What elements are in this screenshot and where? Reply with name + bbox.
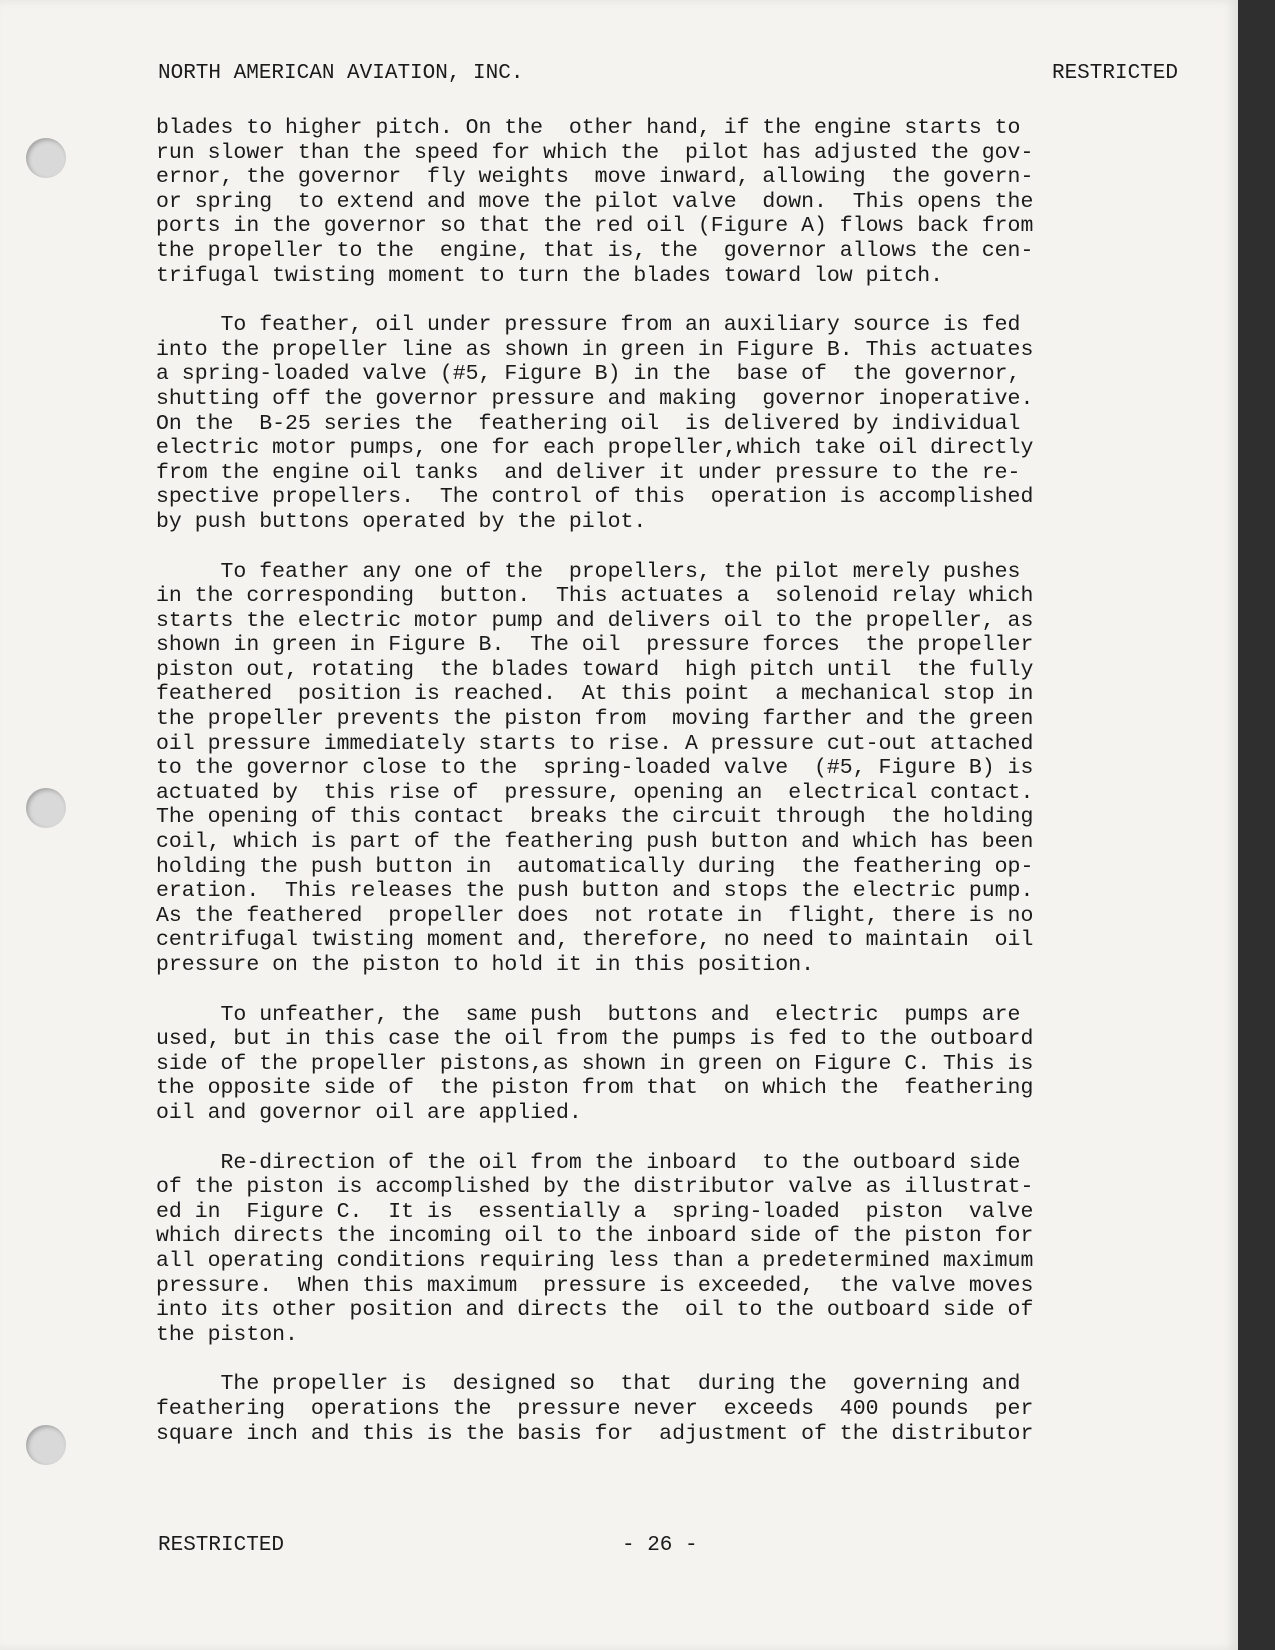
paragraph (156, 1372, 1178, 1446)
text-line: side of the propeller pistons,as shown in green on Figure C. This is (156, 1051, 1034, 1076)
text-line: trifugal twisting moment to turn the blades toward low pitch. (156, 263, 944, 288)
paragraph (156, 560, 1178, 978)
text-line: blades to higher pitch. On the other hand, if the engine starts to (156, 116, 1021, 140)
text-line: feathered position is reached. At this point a mechanical stop in (156, 682, 1034, 707)
text-line: shown in green in Figure B. The oil pressure forces the propeller (156, 633, 1034, 658)
page-header (158, 62, 1178, 85)
header-company: NORTH AMERICAN AVIATION, INC. (158, 62, 524, 85)
paragraph (156, 1003, 1178, 1126)
text-line: square inch and this is the basis for adjustment of the distributor (156, 1421, 1034, 1446)
text-line: starts the electric motor pump and delivers oil to the propeller, as (156, 608, 1034, 633)
page-footer (158, 1534, 1178, 1557)
page-number: - 26 - (622, 1534, 698, 1557)
text-line: or spring to extend and move the pilot valve down. This opens the (156, 189, 1034, 214)
text-line: To unfeather, the same push buttons and electric pumps are (156, 1002, 1021, 1027)
paragraph (156, 313, 1178, 534)
binder-hole-middle (26, 788, 66, 828)
text-line: holding the push button in automatically during the feathering op- (156, 854, 1034, 879)
text-line: the opposite side of the piston from that on which the feathering (156, 1076, 1034, 1101)
text-line: To feather, oil under pressure from an auxiliary source is fed (156, 313, 1021, 338)
text-line: The opening of this contact breaks the circuit through the holding (156, 805, 1034, 830)
binder-hole-bottom (26, 1425, 66, 1465)
paragraph-gap (156, 978, 1178, 1003)
text-line: pressure on the piston to hold it in this position. (156, 953, 815, 977)
paragraph (156, 116, 1178, 288)
text-line: the propeller prevents the piston from moving farther and the green (156, 707, 1034, 732)
paragraph-gap (156, 1126, 1178, 1151)
text-line: ports in the governor so that the red oil (Figure A) flows back from (156, 214, 1034, 239)
paragraph (156, 1151, 1178, 1348)
text-line: into the propeller line as shown in green in Figure B. This actuates (156, 337, 1034, 362)
text-line: which directs the incoming oil to the inboard side of the piston for (156, 1224, 1034, 1249)
text-line: the piston. (156, 1322, 298, 1347)
text-line: eration. This releases the push button and stops the electric pump. (156, 879, 1034, 904)
text-line: all operating conditions requiring less than a predetermined maximum (156, 1248, 1034, 1273)
text-line: On the B-25 series the feathering oil is delivered by individual (156, 411, 1021, 436)
text-line: To feather any one of the propellers, the pilot merely pushes (156, 559, 1021, 584)
paragraph-gap (156, 288, 1178, 313)
paragraph-gap (156, 1347, 1178, 1372)
text-line: piston out, rotating the blades toward high pitch until the fully (156, 657, 1034, 682)
text-line: to the governor close to the spring-loaded valve (#5, Figure B) is (156, 756, 1034, 781)
text-line: Re-direction of the oil from the inboard to the outboard side (156, 1150, 1021, 1175)
text-line: from the engine oil tanks and deliver it under pressure to the re- (156, 460, 1021, 485)
text-line: ed in Figure C. It is essentially a spring-loaded piston valve (156, 1199, 1034, 1224)
text-line: run slower than the speed for which the pilot has adjusted the gov- (156, 140, 1034, 165)
text-line: the propeller to the engine, that is, the governor allows the cen- (156, 238, 1034, 263)
text-line: actuated by this rise of pressure, opening an electrical contact. (156, 780, 1034, 805)
text-line: shutting off the governor pressure and making governor inoperative. (156, 386, 1034, 411)
text-line: As the feathered propeller does not rotate in flight, there is no (156, 903, 1034, 928)
text-line: oil pressure immediately starts to rise. A pressure cut-out attached (156, 731, 1034, 756)
text-line: centrifugal twisting moment and, therefore, no need to maintain oil (156, 928, 1034, 953)
page-edge-shadow (1238, 0, 1275, 1650)
text-line: electric motor pumps, one for each propeller,which take oil directly (156, 436, 1034, 461)
text-line: oil and governor oil are applied. (156, 1100, 582, 1125)
text-line: feathering operations the pressure never exceeds 400 pounds per (156, 1396, 1034, 1421)
header-classification: RESTRICTED (1051, 62, 1178, 85)
text-line: of the piston is accomplished by the distributor valve as illustrat- (156, 1175, 1034, 1200)
footer-classification: RESTRICTED (158, 1534, 285, 1557)
text-line: in the corresponding button. This actuates a solenoid relay which (156, 584, 1034, 609)
text-line: a spring-loaded valve (#5, Figure B) in the base of the governor, (156, 362, 1021, 387)
text-line: The propeller is designed so that during the governing and (156, 1372, 1021, 1397)
text-line: used, but in this case the oil from the pumps is fed to the outboard (156, 1027, 1034, 1052)
binder-hole-top (26, 138, 66, 178)
paragraph-gap (156, 535, 1178, 560)
text-line: coil, which is part of the feathering push button and which has been (156, 830, 1034, 855)
text-line: ernor, the governor fly weights move inward, allowing the govern- (156, 165, 1034, 190)
body-text (156, 116, 1178, 1446)
text-line: spective propellers. The control of this operation is accomplished (156, 485, 1034, 510)
text-line: into its other position and directs the oil to the outboard side of (156, 1298, 1034, 1323)
text-line: pressure. When this maximum pressure is exceeded, the valve moves (156, 1273, 1034, 1298)
text-line: by push buttons operated by the pilot. (156, 509, 647, 534)
